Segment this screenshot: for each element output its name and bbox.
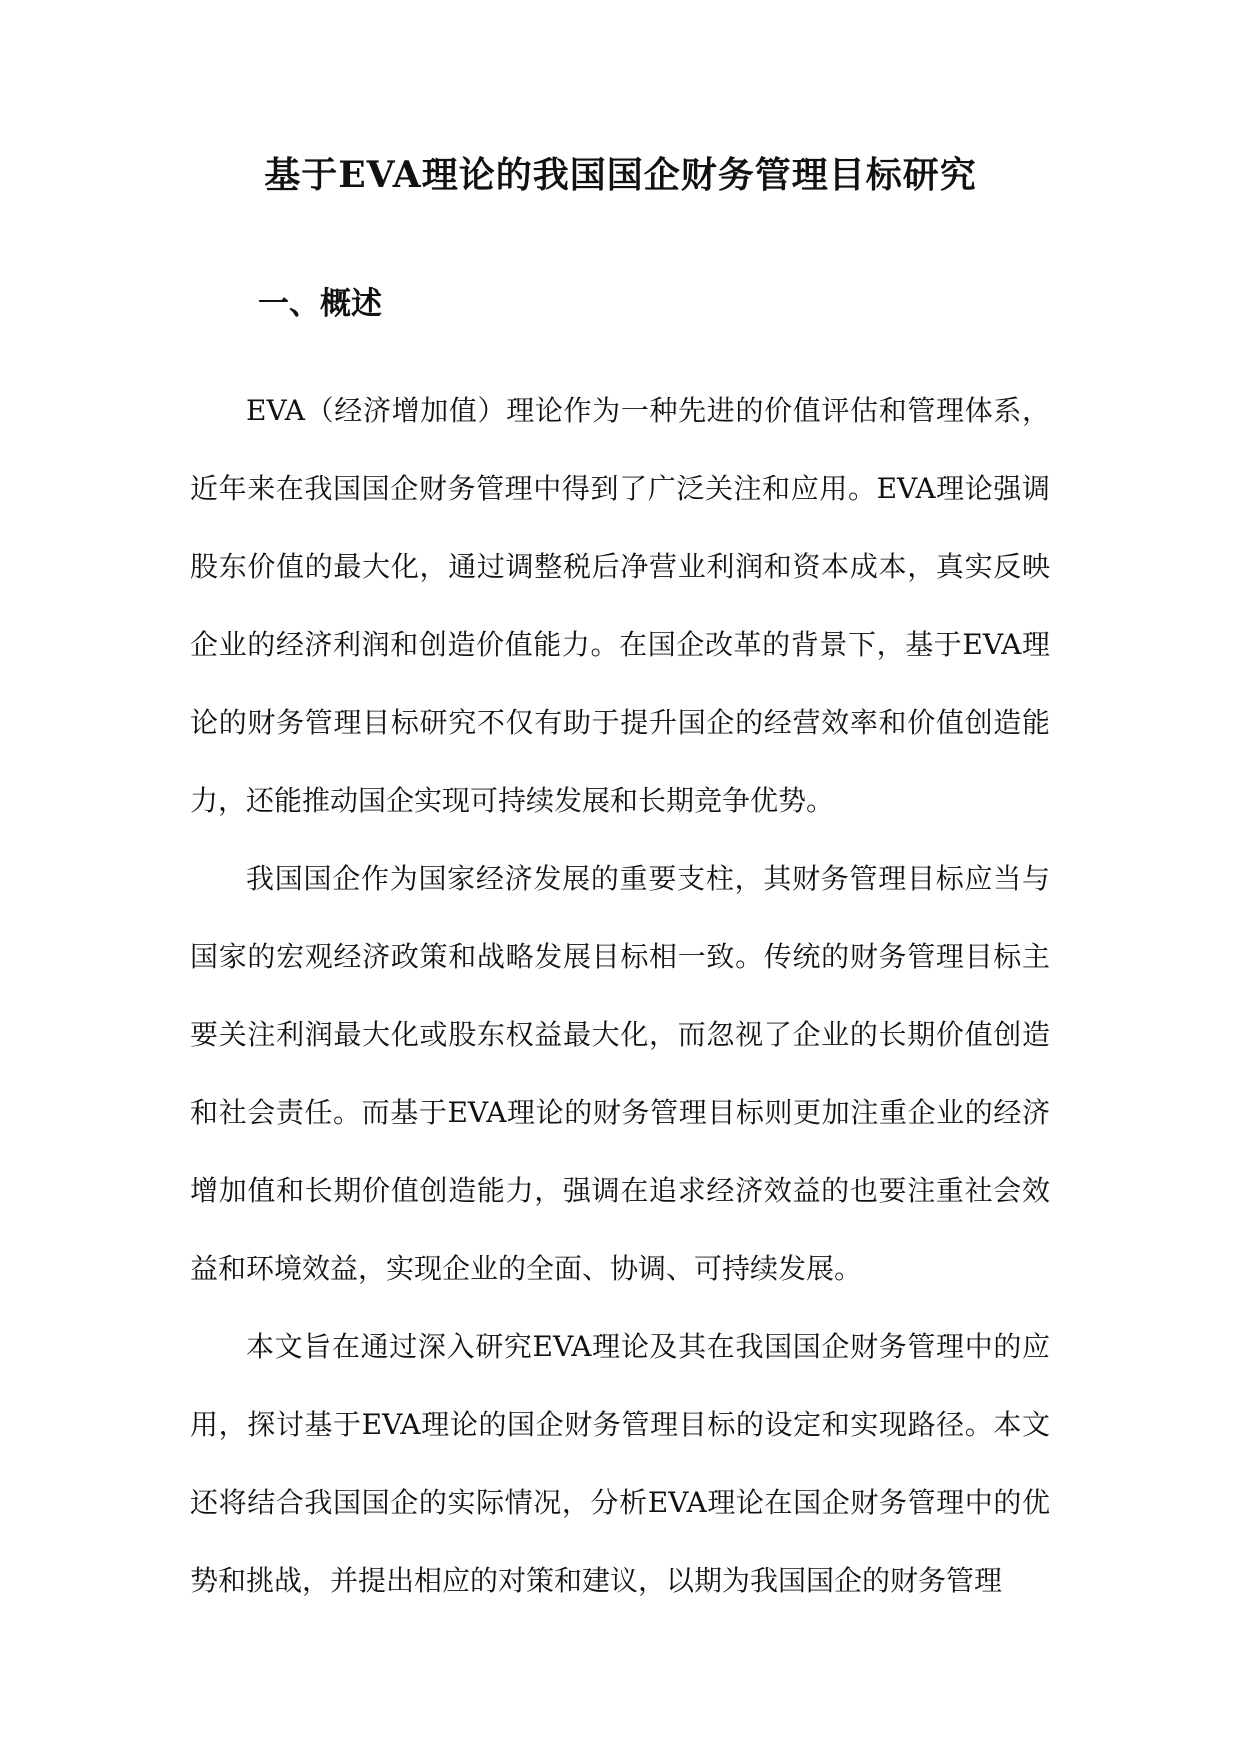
document-title: 基于EVA理论的我国国企财务管理目标研究 [264, 154, 977, 196]
paragraph-2: 我国国企作为国家经济发展的重要支柱，其财务管理目标应当与国家的宏观经济政策和战略发展目标相一致。传统的财务管理目标主要关注利润最大化或股东权益最大化，而忽视了企业的长期价值创造和社会责任。而基于EVA理论的财务管理目标则更加注重企业的经济增加值和长期价值创造能力，强调在追求经济效益的也要注重社会效益和环境效益，实现企业的全面、协调、可持续发展。 [190, 862, 1050, 1285]
paragraph-1: EVA（经济增加值）理论作为一种先进的价值评估和管理体系，近年来在我国国企财务管理中得到了广泛关注和应用。EVA理论强调股东价值的最大化，通过调整税后净营业利润和资本成本，真实反映企业的经济利润和创造价值能力。在国企改革的背景下，基于EVA理论的财务管理目标研究不仅有助于提升国企的经营效率和价值创造能力，还能推动国企实现可持续发展和长期竞争优势。 [190, 394, 1050, 817]
paragraph-3: 本文旨在通过深入研究EVA理论及其在我国国企财务管理中的应用，探讨基于EVA理论的国企财务管理目标的设定和实现路径。本文还将结合我国国企的实际情况，分析EVA理论在国企财务管理中的优势和挑战，并提出相应的对策和建议，以期为我国国企的财务管理 [190, 1330, 1050, 1597]
body-text [190, 372, 1050, 1620]
section-heading: 一、概述 [258, 286, 382, 322]
